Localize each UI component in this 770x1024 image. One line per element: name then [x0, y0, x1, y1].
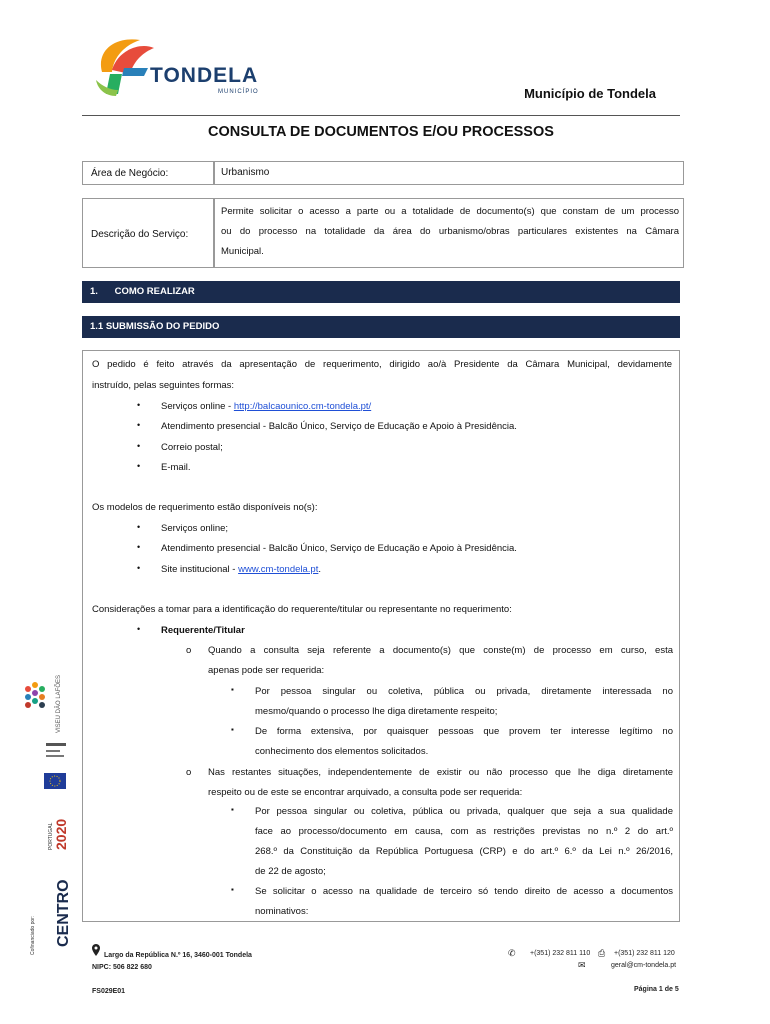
case1-b-line-2: conhecimento dos elementos solicitados.: [255, 746, 429, 757]
cofinanced-text: Cofinanciado por:: [30, 915, 36, 955]
case2-b-line-2: nominativos:: [255, 906, 309, 917]
area-value: Urbanismo: [221, 167, 270, 178]
square-bullet: ▪: [231, 885, 234, 894]
service-label: Descrição do Serviço:: [91, 229, 189, 240]
case2-a-line-1: Por pessoa singular ou coletiva, pública ou privada, qualquer que seja a sua qualidade: [255, 806, 673, 817]
footer-phone: +(351) 232 811 110: [530, 950, 591, 957]
viseu-text: VISEU DÃO LAFÕES: [56, 674, 62, 733]
case2-a-line-3: 268.º da Constituição da República Portuguesa (CRP) e do art.º 6.º da Lei n.º 26/2016,: [255, 846, 673, 857]
section-1-1-title: 1.1 SUBMISSÃO DO PEDIDO: [90, 321, 220, 332]
form-correio: Correio postal;: [161, 442, 223, 453]
intro-line-1: O pedido é feito através da apresentação de requerimento, dirigido ao/à Presidente da Câmara Municipal, devidamente: [92, 359, 672, 370]
case1-a-line-2: mesmo/quando o processo lhe diga diretamente respeito;: [255, 706, 498, 717]
header-divider: [82, 115, 680, 116]
circle-bullet: o: [186, 767, 192, 778]
service-line-3: Municipal.: [221, 246, 264, 257]
footer-page-number: Página 1 de 5: [634, 986, 679, 993]
funding-logos: [18, 655, 74, 955]
area-label-cell: [82, 161, 214, 185]
service-value-cell: [214, 198, 684, 268]
form-online-label: Serviços online -: [161, 401, 234, 412]
square-bullet: ▪: [231, 685, 234, 694]
square-bullet: ▪: [231, 805, 234, 814]
form-presencial: Atendimento presencial - Balcão Único, Serviço de Educação e Apoio à Presidência.: [161, 421, 517, 432]
section-1-1-header: [82, 316, 680, 338]
email-icon: ✉: [578, 960, 586, 970]
bullet-dot: •: [137, 461, 141, 471]
area-label: Área de Negócio:: [91, 168, 169, 179]
section-1-header: [82, 281, 680, 303]
bullet-dot: •: [137, 624, 141, 634]
eu-flag: [44, 773, 66, 789]
logo-wordmark: TONDELA: [150, 64, 259, 87]
case1-line-2: apenas pode ser requerida:: [208, 665, 325, 676]
case2-a-line-4: de 22 de agosto;: [255, 866, 326, 877]
model-presencial: Atendimento presencial - Balcão Único, Serviço de Educação e Apoio à Presidência.: [161, 543, 517, 554]
site-link[interactable]: www.cm-tondela.pt: [238, 564, 319, 575]
requerente-title: Requerente/Titular: [161, 625, 245, 636]
bullet-dot: •: [137, 522, 141, 532]
footer-email: geral@cm-tondela.pt: [611, 962, 677, 969]
footer-fax: +(351) 232 811 120: [614, 950, 675, 957]
model-site-label: Site institucional -: [161, 564, 239, 575]
case2-a-line-2: face ao processo/documento em causa, com as restrições previstas no n.º 2 do art.º: [255, 826, 673, 837]
location-pin-icon: [92, 944, 100, 956]
form-email: E-mail.: [161, 462, 191, 473]
service-line-1: Permite solicitar o acesso a parte ou a totalidade de documento(s) que constam de um processo: [221, 206, 679, 217]
gov-logo-bar: [46, 743, 66, 746]
balcao-unico-link[interactable]: http://balcaounico.cm-tondela.pt/: [233, 401, 372, 412]
portugal-text: PORTUGAL: [48, 822, 54, 850]
service-line-2: ou do processo na totalidade da área do urbanismo/obras particulares existentes na Câmara: [221, 226, 679, 237]
logo-subtitle: MUNICÍPIO: [218, 89, 259, 95]
phone-icon: ✆: [508, 948, 516, 958]
fax-icon: ⎙: [598, 948, 606, 958]
intro-line-2: instruído, pelas seguintes formas:: [92, 380, 235, 391]
centro-text: CENTRO: [55, 879, 72, 947]
case1-b-line-1: De forma extensiva, por quaisquer pessoas que provem ter interesse legítimo no: [255, 726, 673, 737]
bullet-dot: •: [137, 420, 141, 430]
municipality-name: Município de Tondela: [524, 86, 656, 101]
p2020-text: 2020: [53, 818, 69, 850]
area-value-cell: [214, 161, 684, 185]
model-site: [161, 564, 321, 575]
case2-b-line-1: Se solicitar o acesso na qualidade de terceiro só tendo direito de acesso a documentos: [255, 886, 673, 897]
circle-bullet: o: [186, 645, 192, 656]
model-online: Serviços online;: [161, 523, 229, 534]
case1-line-1: Quando a consulta seja referente a documento(s) que conste(m) de processo em curso, esta: [208, 645, 673, 656]
section-1-title: COMO REALIZAR: [114, 286, 195, 297]
bullet-dot: •: [137, 400, 141, 410]
section-1-number: 1.: [90, 286, 98, 297]
square-bullet: ▪: [231, 725, 234, 734]
viseu-dao-lafoes-logo: [25, 682, 45, 708]
footer-doc-code: FS029E01: [92, 988, 126, 995]
footer-address: Largo da República N.º 16, 3460-001 Tondela: [104, 952, 252, 959]
model-site-suffix: .: [318, 564, 321, 575]
case2-line-2: respeito ou de este se encontrar arquivado, a consulta pode ser requerida:: [208, 787, 523, 798]
service-label-cell: [82, 198, 214, 268]
case2-line-1: Nas restantes situações, independentemente de existir ou não processo que lhe diga diretamente: [208, 767, 673, 778]
form-online: [161, 401, 371, 412]
bullet-dot: •: [137, 441, 141, 451]
footer-nipc: NIPC: 506 822 680: [92, 964, 152, 971]
considerations-intro: Considerações a tomar para a identificação do requerente/titular ou representante no requerimento:: [92, 604, 512, 615]
models-intro: Os modelos de requerimento estão disponíveis no(s):: [92, 502, 318, 513]
document-title: CONSULTA DE DOCUMENTOS E/OU PROCESSOS: [208, 124, 554, 140]
bullet-dot: •: [137, 542, 141, 552]
bullet-dot: •: [137, 563, 141, 573]
case1-a-line-1: Por pessoa singular ou coletiva, pública ou privada, diretamente interessada no: [255, 686, 673, 697]
